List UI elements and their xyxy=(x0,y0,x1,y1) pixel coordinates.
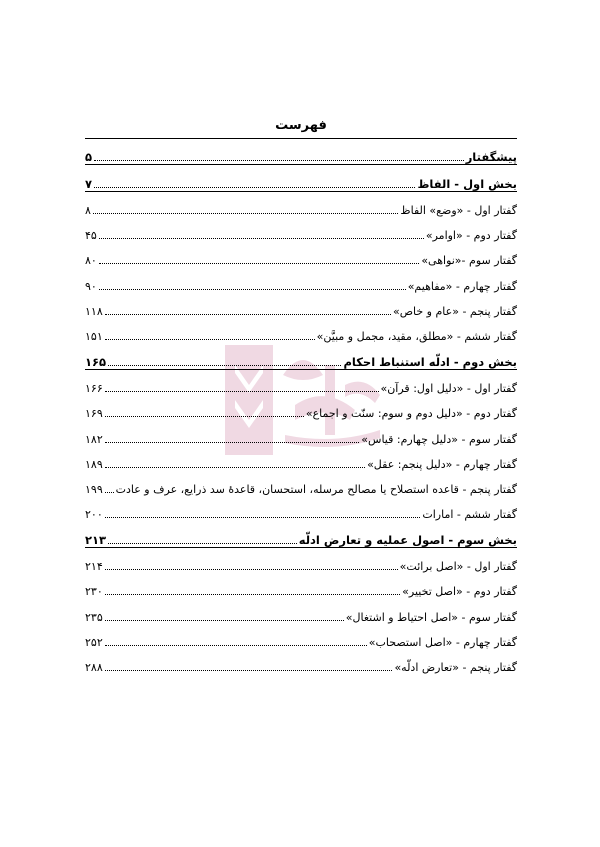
toc-entry-label: گفتار اول - «وضع» الفاظ xyxy=(400,203,517,217)
toc-page-number: ۲۳۰ xyxy=(85,585,103,599)
toc-page-number: ۲۱۴ xyxy=(85,560,103,574)
dot-leader xyxy=(99,238,424,239)
toc-title: فهرست xyxy=(275,118,327,133)
toc-entry-label: گفتار چهارم - «دلیل پنجم: عقل» xyxy=(367,457,517,471)
toc-entry-label: بخش دوم - ادلّه استنباط احکام xyxy=(343,354,517,369)
toc-page-number: ۸۰ xyxy=(85,254,97,268)
toc-entry-label: گفتار پنجم - «تعارض ادلّه» xyxy=(394,661,517,675)
toc-page-number: ۲۳۵ xyxy=(85,610,103,624)
toc-chapter-entry xyxy=(85,192,517,217)
toc-page-number: ۲۰۰ xyxy=(85,508,103,522)
dot-leader xyxy=(105,594,400,595)
toc-page-number: ۱۵۱ xyxy=(85,330,103,344)
toc-part-entry xyxy=(85,139,517,164)
toc-chapter-entry xyxy=(85,242,517,267)
toc-page-number: ۱۶۹ xyxy=(85,407,103,421)
toc-page-number: ۱۹۹ xyxy=(85,483,103,497)
toc-chapter-entry xyxy=(85,471,517,496)
toc-page-number: ۴۵ xyxy=(85,229,97,243)
dot-leader xyxy=(108,365,341,366)
toc-entry-label: بخش اول - الفاظ xyxy=(417,176,517,191)
dot-leader xyxy=(105,391,379,392)
toc-entry-label: بخش سوم - اصول عملیه و تعارض ادلّه xyxy=(298,532,517,547)
toc-page-number: ۹۰ xyxy=(85,279,97,293)
toc-chapter-entry xyxy=(85,217,517,242)
toc-page-number: ۷ xyxy=(85,176,93,191)
toc-entry-label: پیشگفتار xyxy=(465,150,517,165)
toc-part-entry xyxy=(85,521,517,546)
toc-chapter-entry xyxy=(85,293,517,318)
toc-page-number: ۲۸۸ xyxy=(85,661,103,675)
toc-entry-label: گفتار چهارم - «اصل استصحاب» xyxy=(368,635,517,649)
dot-leader xyxy=(105,645,367,646)
toc-entry-label: گفتار پنجم - قاعده استصلاح یا مصالح مرسله، استحسان، قاعدۀ سد ذرایع، عرف و عادت xyxy=(115,483,517,497)
dot-leader xyxy=(105,569,398,570)
dot-leader xyxy=(105,416,304,417)
toc-entry-label: گفتار اول - «دلیل اول: قرآن» xyxy=(380,381,517,395)
toc-entry-label: گفتار سوم - «اصل احتیاط و اشتغال» xyxy=(345,610,517,624)
toc-chapter-entry xyxy=(85,395,517,420)
dot-leader xyxy=(99,289,406,290)
toc-entry-label: گفتار چهارم - «مفاهیم» xyxy=(407,279,517,293)
toc-entry-label: گفتار اول - «اصل برائت» xyxy=(399,560,517,574)
toc-page-number: ۱۸۲ xyxy=(85,432,103,446)
toc-part-entry xyxy=(85,165,517,190)
toc-chapter-entry xyxy=(85,548,517,573)
dot-leader xyxy=(105,442,360,443)
dot-leader xyxy=(94,187,415,188)
dot-leader xyxy=(105,339,315,340)
toc-page-number: ۵ xyxy=(85,150,93,165)
dot-leader xyxy=(105,314,391,315)
toc-chapter-entry xyxy=(85,267,517,292)
toc-entry-label: گفتار دوم - «اوامر» xyxy=(425,229,517,243)
toc-page-number: ۱۱۸ xyxy=(85,305,103,319)
toc-page-number: ۱۶۵ xyxy=(85,354,107,369)
toc-chapter-entry xyxy=(85,624,517,649)
toc-entry-label: گفتار سوم -«نواهی» xyxy=(421,254,517,268)
toc-page-number: ۱۶۶ xyxy=(85,381,103,395)
toc-page-number: ۱۸۹ xyxy=(85,457,103,471)
table-of-contents xyxy=(85,116,517,674)
toc-page-number: ۲۱۳ xyxy=(85,532,107,547)
dot-leader xyxy=(105,620,344,621)
dot-leader xyxy=(99,263,419,264)
dot-leader xyxy=(105,492,114,493)
toc-entry-label: گفتار دوم - «دلیل دوم و سوم: سنّت و اجماع» xyxy=(305,407,517,421)
toc-entry-label: گفتار دوم - «اصل تخییر» xyxy=(402,585,517,599)
toc-chapter-entry xyxy=(85,370,517,395)
toc-chapter-entry xyxy=(85,598,517,623)
toc-entry-label: گفتار ششم - «مطلق، مقید، مجمل و مبیَّن» xyxy=(316,330,517,344)
dot-leader xyxy=(105,670,393,671)
toc-page-number: ۲۵۲ xyxy=(85,635,103,649)
toc-entry-label: گفتار پنجم - «عام و خاص» xyxy=(393,305,517,319)
dot-leader xyxy=(94,160,464,161)
toc-page-number: ۸ xyxy=(85,203,91,217)
dot-leader xyxy=(93,213,399,214)
toc-part-entry xyxy=(85,343,517,368)
toc-entries xyxy=(85,139,517,674)
toc-entry-label: گفتار ششم - امارات xyxy=(422,508,517,522)
dot-leader xyxy=(108,543,297,544)
toc-chapter-entry xyxy=(85,496,517,521)
toc-chapter-entry xyxy=(85,318,517,343)
dot-leader xyxy=(105,517,421,518)
toc-chapter-entry xyxy=(85,573,517,598)
dot-leader xyxy=(105,467,365,468)
toc-entry-label: گفتار سوم - «دلیل چهارم: قیاس» xyxy=(361,432,517,446)
toc-chapter-entry xyxy=(85,420,517,445)
toc-chapter-entry xyxy=(85,649,517,674)
toc-chapter-entry xyxy=(85,446,517,471)
